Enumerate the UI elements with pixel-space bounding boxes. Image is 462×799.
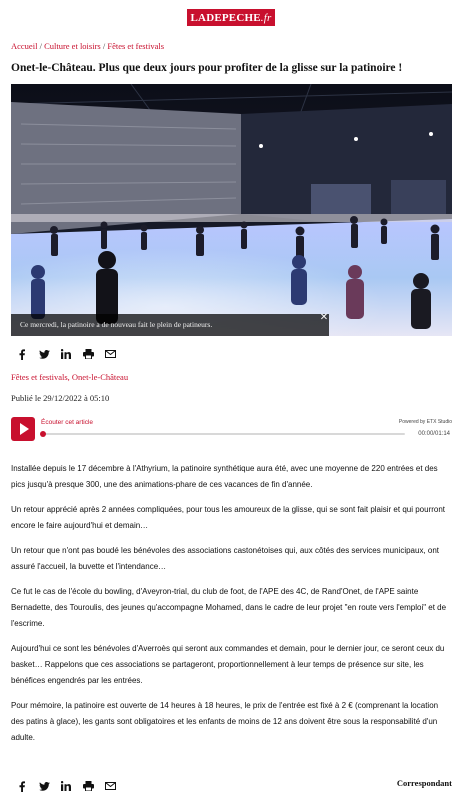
paragraph: Aujourd'hui ce sont les bénévoles d'Averroès qui seront aux commandes et demain, pour le dernier jour, ce seront ceux du basket… Rappelons que ces associations se partageront, proportionnellement à leur temps de présence sur site, les bénéfices engendrés par les entrées. — [11, 644, 445, 685]
article-author: Correspondant — [396, 778, 452, 788]
facebook-icon[interactable] — [11, 347, 33, 361]
paragraph: Un retour apprécié après 2 années compliquées, pour tous les amoureux de la glisse, qui se sont fait plaisir et qui pourront encore le faire aujourd'hui et demain… — [11, 505, 446, 530]
paragraph: Installée depuis le 17 décembre à l'Athyrium, la patinoire synthétique aura été, avec une moyenne de 220 entrées et des pics jusqu'à presque 300, une des animations-phare de ces vacances de fin d'année. — [11, 464, 438, 489]
twitter-icon[interactable] — [33, 779, 55, 793]
linkedin-icon[interactable] — [55, 779, 77, 793]
breadcrumb: Accueil / Culture et loisirs / Fêtes et festivals — [11, 41, 165, 51]
site-logo[interactable] — [187, 9, 276, 26]
breadcrumb-culture[interactable]: Culture et loisirs — [44, 41, 101, 51]
audio-progress-track[interactable] — [41, 433, 405, 435]
logo-suffix: .fr — [260, 12, 272, 24]
article-photo[interactable] — [11, 84, 452, 336]
play-button[interactable] — [11, 417, 35, 441]
paragraph: Pour mémoire, la patinoire est ouverte de 14 heures à 18 heures, le prix de l'entrée est fixé à 2 € (comprenant la location des patins à glace), les gants sont obligatoires et les enfants de moins de 12 ans doivent être sous la responsabilité d'un adulte. — [11, 701, 439, 742]
tag-link[interactable]: Onet-le-Château — [71, 372, 129, 382]
audio-progress-knob[interactable] — [40, 431, 46, 437]
twitter-icon[interactable] — [33, 347, 55, 361]
breadcrumb-home[interactable]: Accueil — [11, 41, 38, 51]
photo-caption: Ce mercredi, la patinoire a de nouveau fait le plein de patineurs. — [11, 314, 329, 336]
audio-player — [11, 416, 452, 444]
audio-powered-by: Powered by ETX Studio — [398, 419, 452, 425]
share-bar-bottom — [11, 779, 121, 793]
ice-rink-illustration — [11, 84, 452, 336]
tag-link[interactable]: Fêtes et festivals — [11, 372, 68, 382]
print-icon[interactable] — [77, 347, 99, 361]
published-date: Publié le 29/12/2022 à 05:10 — [11, 393, 110, 403]
print-icon[interactable] — [77, 779, 99, 793]
header — [0, 8, 462, 26]
paragraph: Ce fut le cas de l'école du bowling, d'Aveyron-trial, du club de foot, de l'APE des 4C, de Rand'Onet, de l'APE sainte Bernadette, des Touroulis, des jeunes qu'accompagne Mohamed, dans le cadre de leur projet "en route vers l'emploi" et de l'escrime. — [11, 587, 447, 628]
article-title: Onet-le-Château. Plus que deux jours pour profiter de la glisse sur la patinoire ! — [11, 62, 403, 74]
article-body — [11, 461, 452, 755]
email-icon[interactable] — [99, 347, 121, 361]
breadcrumb-festivals[interactable]: Fêtes et festivals — [107, 41, 165, 51]
share-bar-top — [11, 347, 121, 361]
audio-time: 00:00/01:14 — [418, 431, 450, 437]
article-tags: Fêtes et festivals, Onet-le-Château — [11, 372, 129, 382]
paragraph: Un retour que n'ont pas boudé les bénévoles des associations castonétoises qui, aux côtés des services municipaux, ont assuré l'accueil, la buvette et l'intendance… — [11, 546, 440, 571]
logo-name: LADEPECHE — [190, 12, 261, 24]
facebook-icon[interactable] — [11, 779, 33, 793]
close-icon[interactable]: ✕ — [319, 312, 329, 323]
linkedin-icon[interactable] — [55, 347, 77, 361]
email-icon[interactable] — [99, 779, 121, 793]
audio-label: Écouter cet article — [41, 419, 94, 426]
